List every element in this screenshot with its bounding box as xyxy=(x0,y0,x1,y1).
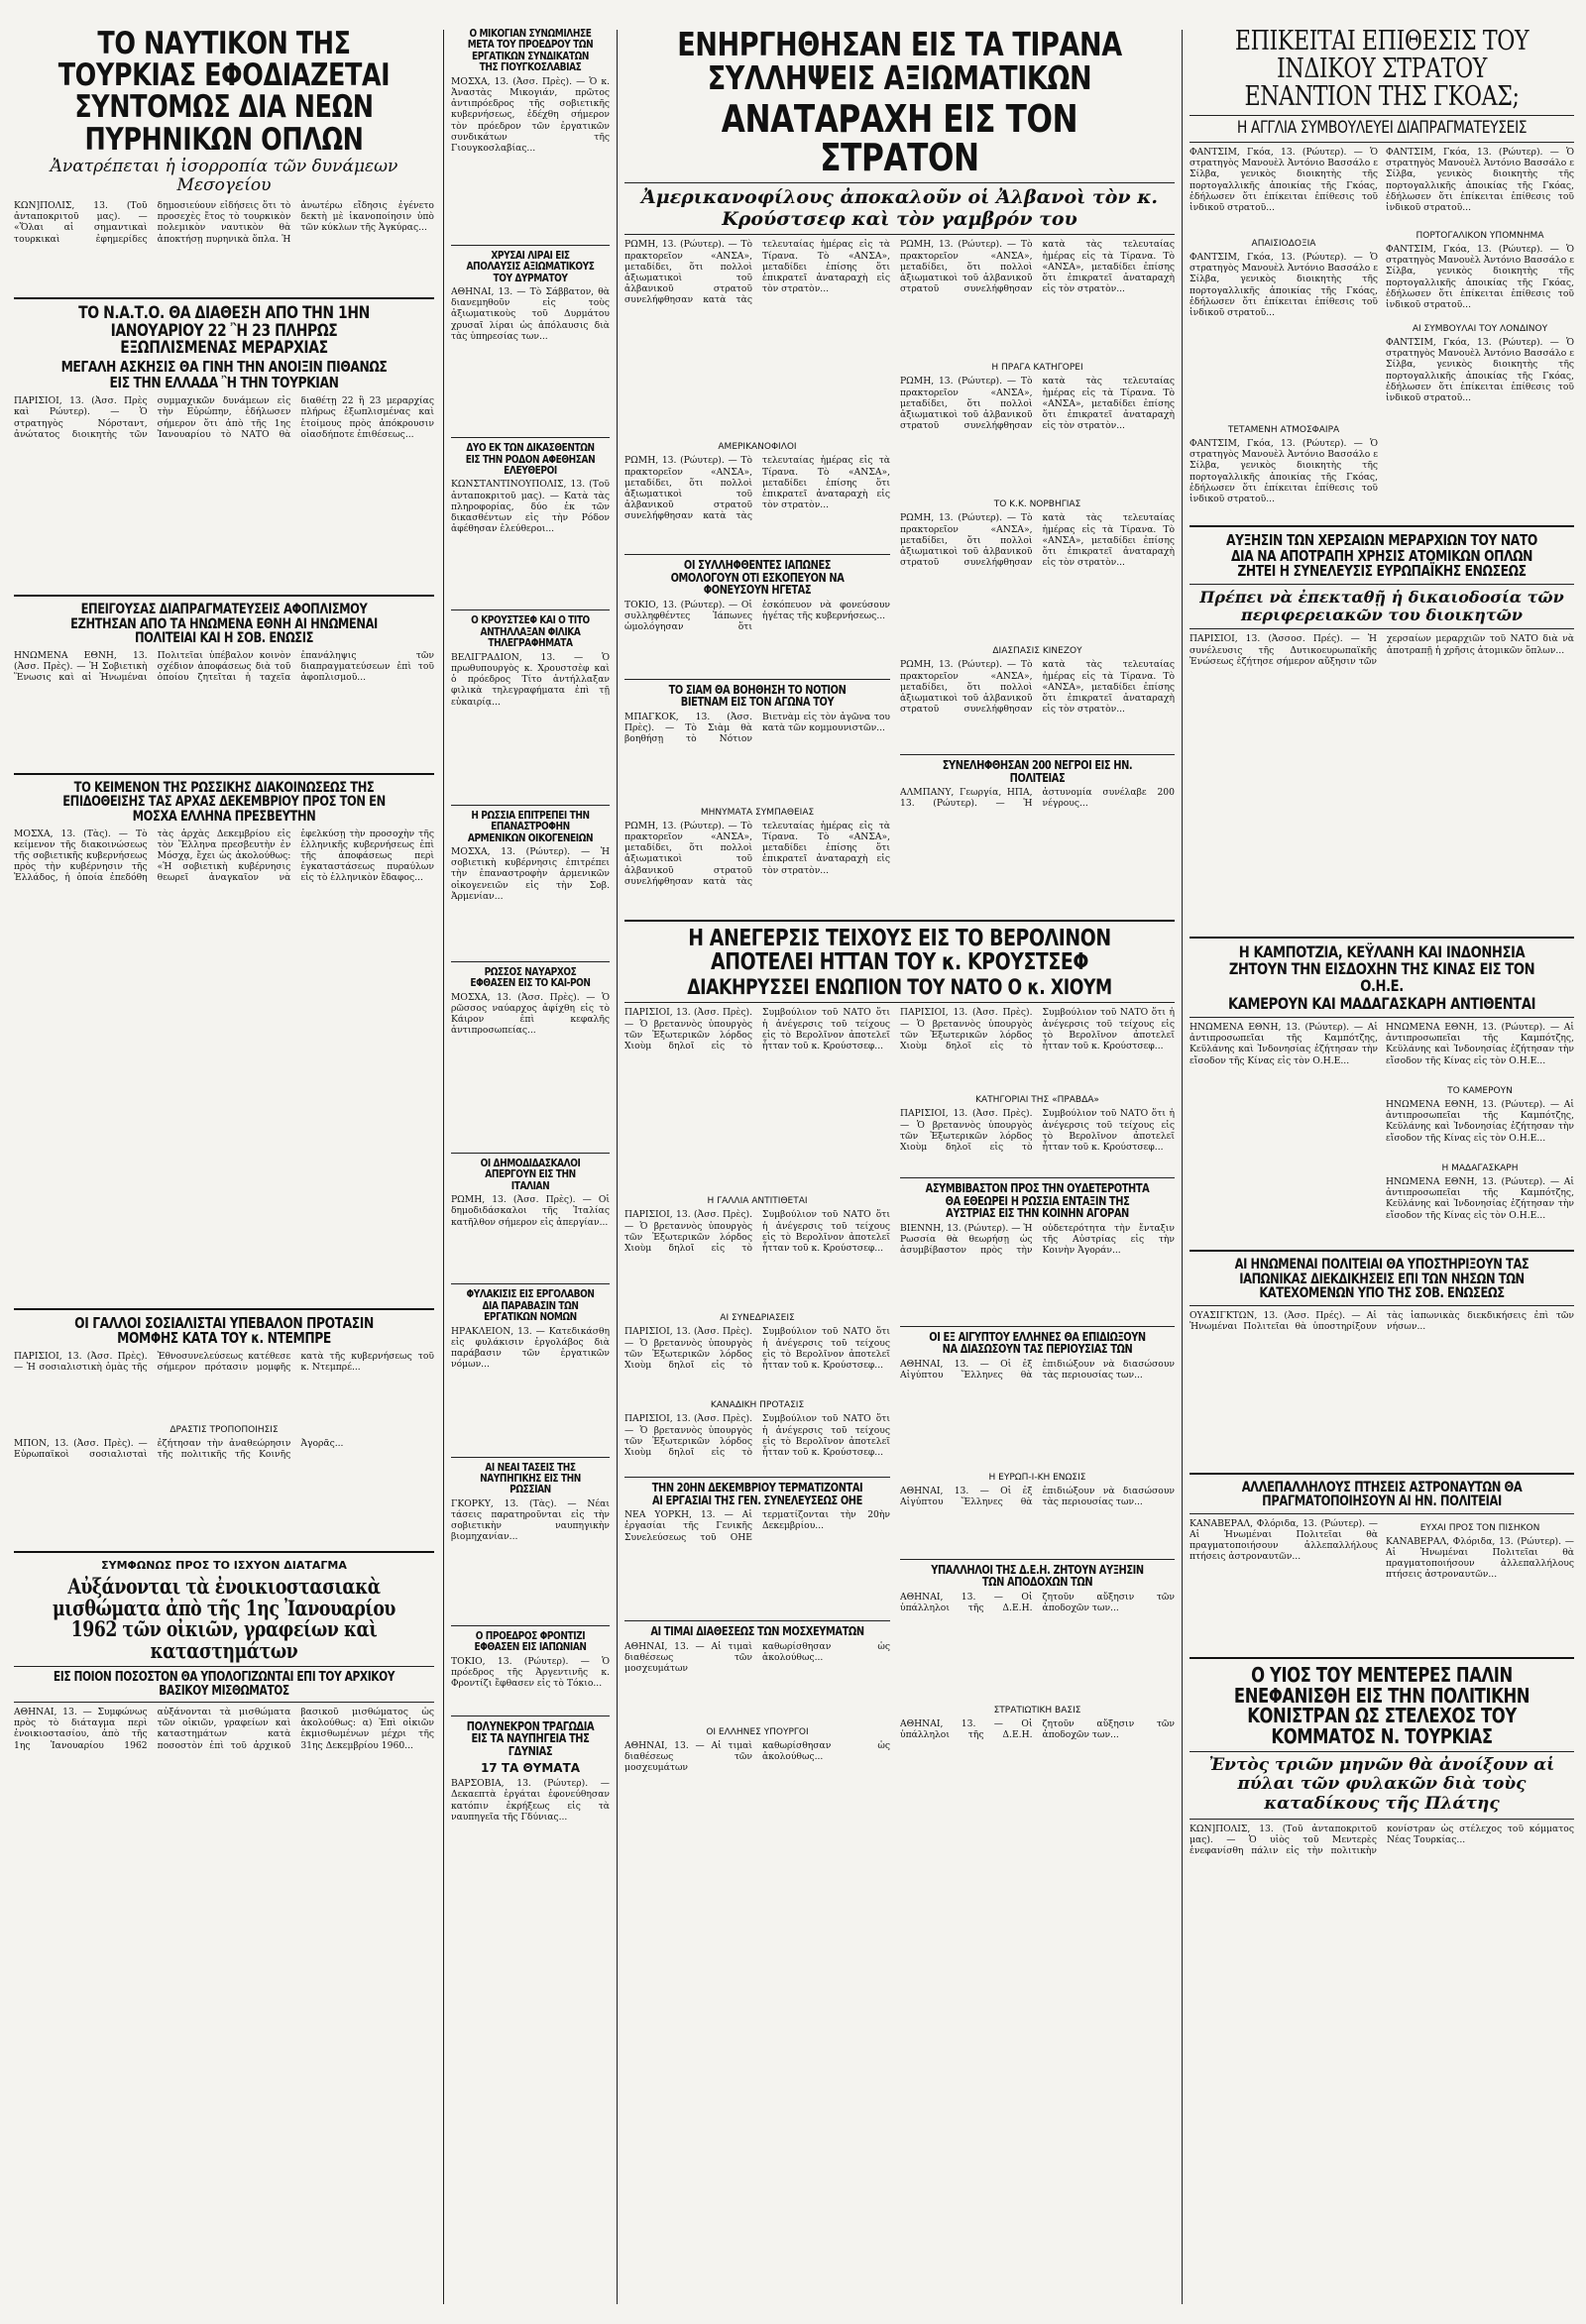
article-body: ΜΟΣΧΑ, 13. (Ἀσσ. Πρὲς). — Ὁ ρῶσσος ναύαρχος ἀφίχθη εἰς τὸ Κάιρον ἐπὶ κεφαλῆς ἀντιπροσωπείας... xyxy=(451,991,610,1037)
divider xyxy=(451,437,610,438)
headline-egypt-greeks: ΟΙ ΕΞ ΑΙΓΥΠΤΟΥ ΕΛΛΗΝΕΣ ΘΑ ΕΠΙΔΙΩΞΟΥΝ ΝΑ ΔΙΑΣΩΣΟΥΝ ΤΑΣ ΠΕΡΙΟΥΣΙΑΣ ΤΩΝ xyxy=(929,1329,1146,1357)
headline-cuttings-prices: ΑΙ ΤΙΜΑΙ ΔΙΑΘΕΣΕΩΣ ΤΩΝ ΜΟΣΧΕΥΜΑΤΩΝ xyxy=(650,1624,864,1639)
right-middle-block xyxy=(1190,1022,1574,1244)
article-body: ΗΝΩΜΕΝΑ ΕΘΝΗ, 13. (Ρώυτερ). — Αἱ ἀντιπροσωπεῖαι τῆς Καμπότζης, Κεϋλάνης καὶ Ἰνδονησίας ἐζήτησαν τὴν εἴσοδον τῆς Κίνας εἰς τὸν Ο.Η.Ε... xyxy=(1386,1098,1574,1144)
section-caption: ΚΑΤΗΓΟΡΙΑΙ ΤΗΣ «ΠΡΑΒΔΑ» xyxy=(975,1095,1099,1106)
section-caption: ΚΑΝΑΔΙΚΗ ΠΡΟΤΑΣΙΣ xyxy=(710,1400,805,1411)
article-body: ΜΟΣΧΑ, 13. (Ρώυτερ). — Ἡ σοβιετικὴ κυβέρνησις ἐπιτρέπει τὴν ἐπαναστροφὴν ἀρμενικῶν οἰκογενειῶν εἰς τὴν Σοβ. Ἀρμενίαν... xyxy=(451,846,610,902)
article-body: ΒΑΡΣΟΒΙΑ, 13. (Ρώυτερ). — Δεκαεπτὰ ἐργάται ἐφονεύθησαν κατόπιν ἐκρήξεως εἰς τὰ ναυπηγεῖα τῆς Γδύνιας... xyxy=(451,1778,610,1823)
right-lower-block xyxy=(1190,1518,1574,1651)
article-body: ΑΘΗΝΑΙ, 13. — Οἱ ἐξ Αἰγύπτου Ἕλληνες θὰ ἐπιδιώξουν νὰ διασώσουν τὰς περιουσίας των... xyxy=(900,1485,1175,1507)
article-body: ΚΑΝΑΒΕΡΑΛ, Φλόριδα, 13. (Ρώυτερ). — Αἱ Ἡνωμέναι Πολιτεῖαι θὰ πραγματοποιήσουν ἀλλεπαλλήλους πτήσεις ἀστροναυτῶν... xyxy=(1190,1517,1378,1563)
section-caption: Η ΓΑΛΛΙΑ ΑΝΤΙΤΙΘΕΤΑΙ xyxy=(707,1196,808,1207)
article-body: ΡΩΜΗ, 13. (Ρώυτερ). — Τὸ πρακτορεῖον «ΑΝΣΑ», μεταδίδει, ὅτι πολλοὶ ἀξιωματικοὶ τοῦ ἀλβανικοῦ στρατοῦ συνελήφθησαν κατὰ τὰς τελευταίας ἡμέρας εἰς τὰ Τίρανα. Τὸ «ΑΝΣΑ», μεταδίδει ἐπίσης ὅτι ἐπικρατεῖ ἀναταραχὴ εἰς τὸν στρατὸν... xyxy=(624,239,890,306)
divider xyxy=(1190,142,1574,143)
subheadline-rents: ΕΙΣ ΠΟΙΟΝ ΠΟΣΟΣΤΟΝ ΘΑ ΥΠΟΛΟΓΙΖΩΝΤΑΙ ΕΠΙ ΤΟΥ ΑΡΧΙΚΟΥ ΒΑΣΙΚΟΥ ΜΙΣΘΩΜΑΤΟΣ xyxy=(53,1670,396,1699)
article-body: ΑΘΗΝΑΙ, 13. — Αἱ τιμαὶ διαθέσεως τῶν μοσχευμάτων καθωρίσθησαν ὡς ἀκολούθως... xyxy=(624,1739,890,1774)
divider xyxy=(1190,115,1574,116)
divider xyxy=(451,609,610,610)
article-body: ΜΟΣΧΑ, 13. (Ἀσσ. Πρὲς). — Ὁ κ. Ἀναστὰς Μικογιάν, πρῶτος ἀντιπρόεδρος τῆς σοβιετικῆς κυβερνήσεως, ἐδέχθη σήμερον τὸν πρόεδρον τῶν ἐργατικῶν συνδικάτων τῆς Γιουγκοσλαβίας... xyxy=(451,75,610,154)
column-right xyxy=(1190,28,1574,2312)
right-subcolumn-left xyxy=(1190,147,1378,519)
divider xyxy=(451,961,610,962)
section-caption: ΣΤΡΑΤΙΩΤΙΚΗ ΒΑΣΙΣ xyxy=(993,1705,1081,1715)
kicker: ΣΥΜΦΩΝΩΣ ΠΡΟΣ ΤΟ ΙΣΧΥΟΝ ΔΙΑΤΑΓΜΑ xyxy=(101,1558,347,1572)
article-body: ΑΘΗΝΑΙ, 13. — Οἱ ἐξ Αἰγύπτου Ἕλληνες θὰ ἐπιδιώξουν νὰ διασώσουν τὰς περιουσίας των... xyxy=(900,1358,1175,1381)
divider xyxy=(451,1457,610,1458)
divider xyxy=(624,554,890,555)
divider xyxy=(451,1283,610,1284)
headline-china-un: Η ΚΑΜΠΟΤΖΙΑ, ΚΕΫΛΑΝΗ ΚΑΙ ΙΝΔΟΝΗΣΙΑ ΖΗΤΟΥΝ ΤΗΝ ΕΙΣΔΟΧΗΝ ΤΗΣ ΚΙΝΑΣ ΕΙΣ ΤΟΝ Ο.Η.Ε. xyxy=(1228,942,1535,995)
divider xyxy=(624,920,1175,922)
section-caption: ΔΙΑΣΠΑΣΙΣ ΚΙΝΕΖΟΥ xyxy=(992,646,1082,657)
article-body: ΠΑΡΙΣΙΟΙ, 13. (Ἀσσοσ. Πρές). — Ἡ συνέλευσις τῆς Δυτικοευρωπαϊκῆς Ἑνώσεως ἐζήτησε σήμερον αὔξησιν τῶν χερσαίων μεραρχιῶν τοῦ ΝΑΤΟ διὰ νὰ ἀποτραπῇ ἡ χρῆσις ἀτομικῶν ὅπλων... xyxy=(1190,633,1574,667)
article-body: ΦΑΝΤΣΙΜ, Γκόα, 13. (Ρώυτερ). — Ὁ στρατηγὸς Μανουὲλ Ἀντόνιο Βασσάλο ε Σίλβα, γενικὸς διοικητὴς τῆς πορτογαλλικῆς ἀποικίας τῆς Γκόας, ἐδήλωσεν ὅτι ἐπίκειται ἐπίθεσις τοῦ ἰνδικοῦ στρατοῦ... xyxy=(1386,243,1574,310)
column-rule xyxy=(443,30,444,2304)
section-caption: ΑΙ ΣΥΜΒΟΥΛΑΙ ΤΟΥ ΛΟΝΔΙΝΟΥ xyxy=(1412,323,1548,334)
headline-goa: ΕΠΙΚΕΙΤΑΙ ΕΠΙΘΕΣΙΣ ΤΟΥ ΙΝΔΙΚΟΥ ΣΤΡΑΤΟΥ ΕΝΑΝΤΙΟΝ ΤΗΣ ΓΚΟΑΣ; xyxy=(1234,26,1529,113)
column-second xyxy=(451,28,610,2312)
right-subcolumn-left xyxy=(1190,1518,1378,1651)
article-body: ΡΩΜΗ, 13. (Ἀσσ. Πρὲς). — Οἱ δημοδιδάσκαλοι τῆς Ἰταλίας κατῆλθον σήμερον εἰς ἀπεργίαν... xyxy=(451,1194,610,1228)
article-body: ΗΝΩΜΕΝΑ ΕΘΝΗ, 13. (Ρώυτερ). — Αἱ ἀντιπροσωπεῖαι τῆς Καμπότζης, Κεϋλάνης καὶ Ἰνδονησίας ἐζήτησαν τὴν εἴσοδον τῆς Κίνας εἰς τὸν Ο.Η.Ε... xyxy=(1386,1175,1574,1221)
headline-shipbuilding: ΑΙ ΝΕΑΙ ΤΑΣΕΙΣ ΤΗΣ ΝΑΥΠΗΓΙΚΗΣ ΕΙΣ ΤΗΝ ΡΩΣΣΙΑΝ xyxy=(480,1460,581,1496)
headline-french-socialists: ΟΙ ΓΑΛΛΟΙ ΣΟΣΙΑΛΙΣΤΑΙ ΥΠΕΒΑΛΟΝ ΠΡΟΤΑΣΙΝ ΜΟΜΦΗΣ ΚΑΤΑ ΤΟΥ κ. ΝΤΕΜΠΡΕ xyxy=(74,1313,374,1348)
divider xyxy=(624,1002,1175,1003)
divider xyxy=(1190,525,1574,527)
article-body: ΚΩΝΣΤΑΝΤΙΝΟΥΠΟΛΙΣ, 13. (Τοῦ ἀνταποκριτοῦ μας). — Κατὰ τὰς πληροφορίας, δύο ἐκ τῶν δικασθέντων εἰς τὴν Ρόδον ἀφέθησαν ἐλεύθεροι... xyxy=(451,479,610,535)
article-body: ΠΑΡΙΣΙΟΙ, 13. (Ἀσσ. Πρὲς καὶ Ρώυτερ). — Ὁ στρατηγὸς Νόρσταντ, ἀνώτατος διοικητὴς τῶν συμμαχικῶν δυνάμεων εἰς τὴν Εὐρώπην, ἐδήλωσεν σήμερον ὅτι ἀπὸ τῆς 1ης Ἰανουαρίου τὸ ΝΑΤΟ θὰ διαθέτῃ 22 ἢ 23 μεραρχίας πλήρως ἐξωπλισμένας καὶ ἑτοίμους πρὸς ἀπόκρουσιν οἱασδήποτε ἐπιθέσεως... xyxy=(14,395,434,440)
article-body: ΤΟΚΙΟ, 13. (Ρώυτερ). — Ὁ πρόεδρος τῆς Ἀργεντινῆς κ. Φροντίζι ἔφθασεν εἰς τὸ Τόκιο... xyxy=(451,1655,610,1690)
article-body: ΟΥΑΣΙΓΚΤΩΝ, 13. (Ἀσσ. Πρές). — Αἱ Ἡνωμέναι Πολιτεῖαι θὰ ὑποστηρίξουν τὰς ἰαπωνικὰς διεκδικήσεις ἐπὶ τῶν νήσων... xyxy=(1190,1309,1574,1332)
headline-gold-sovereigns: ΧΡΥΣΑΙ ΛΙΡΑΙ ΕΙΣ ΑΠΟΛΑΥΣΙΣ ΑΞΙΩΜΑΤΙΚΟΥΣ ΤΟΥ ΔΥΡΜΑΤΟΥ xyxy=(466,248,595,284)
headline-disarmament: ΕΠΕΙΓΟΥΣΑΣ ΔΙΑΠΡΑΓΜΑΤΕΥΣΕΙΣ ΑΦΟΠΛΙΣΜΟΥ ΕΖΗΤΗΣΑΝ ΑΠΟ ΤΑ ΗΝΩΜΕΝΑ ΕΘΝΗ ΑΙ ΗΝΩΜΕΝΑΙ ΠΟΛΙΤΕΙΑΙ ΚΑΙ Η ΣΟΒ. ΕΝΩΣΙΣ xyxy=(70,602,378,647)
headline-mikoyan: Ο ΜΙΚΟΓΙΑΝ ΣΥΝΩΜΙΛΗΣΕ ΜΕΤΑ ΤΟΥ ΠΡΟΕΔΡΟΥ ΤΩΝ ΕΡΓΑΤΙΚΩΝ ΣΥΝΔΙΚΑΤΩΝ ΤΗΣ ΓΙΟΥΓΚΟΣΛΑΒΙΑΣ xyxy=(467,27,594,74)
article-body: ΦΑΝΤΣΙΜ, Γκόα, 13. (Ρώυτερ). — Ὁ στρατηγὸς Μανουὲλ Ἀντόνιο Βασσάλο ε Σίλβα, γενικὸς διοικητὴς τῆς πορτογαλλικῆς ἀποικίας τῆς Γκόας, ἐδήλωσεν ὅτι ἐπίκειται ἐπίθεσις τοῦ ἰνδικοῦ στρατοῦ... xyxy=(1386,146,1574,213)
headline-hume-nato: ΔΙΑΚΗΡΥΣΣΕΙ ΕΝΩΠΙΟΝ ΤΟΥ ΝΑΤΟ Ο κ. ΧΙΟΥΜ xyxy=(687,974,1112,999)
headline-astronauts: ΑΛΛΕΠΑΛΛΗΛΟΥΣ ΠΤΗΣΕΙΣ ΑΣΤΡΟΝΑΥΤΩΝ ΘΑ ΠΡΑΓΜΑΤΟΠΟΙΗΣΟΥΝ ΑΙ ΗΝ. ΠΟΛΙΤΕΙΑΙ xyxy=(1241,1479,1523,1510)
article-body: ΜΠΑΓΚΟΚ, 13. (Ἀσσ. Πρὲς). — Τὸ Σιὰμ θὰ βοηθήσῃ τὸ Νότιον Βιετνὰμ εἰς τὸν ἀγῶνα του κατὰ τῶν κομμουνιστῶν... xyxy=(624,711,890,745)
right-top-block xyxy=(1190,147,1574,519)
article-body: ΠΑΡΙΣΙΟΙ, 13. (Ἀσσ. Πρὲς). — Ὁ βρεταννὸς ὑπουργὸς τῶν Ἐξωτερικῶν λόρδος Χιοὺμ δηλοῖ εἰς τὸ Συμβούλιον τοῦ ΝΑΤΟ ὅτι ἡ ἀνέγερσις τοῦ τείχους εἰς τὸ Βερολῖνον ἀποτελεῖ ἧτταν τοῦ κ. Κρούστσεφ... xyxy=(624,1007,890,1051)
article-body: ΠΑΡΙΣΙΟΙ, 13. (Ἀσσ. Πρὲς). — Ὁ βρεταννὸς ὑπουργὸς τῶν Ἐξωτερικῶν λόρδος Χιοὺμ δηλοῖ εἰς τὸ Συμβούλιον τοῦ ΝΑΤΟ ὅτι ἡ ἀνέγερσις τοῦ τείχους εἰς τὸ Βερολῖνον ἀποτελεῖ ἧτταν τοῦ κ. Κρούστσεφ... xyxy=(900,1007,1175,1051)
headline-berlin-wall: Η ΑΝΕΓΕΡΣΙΣ ΤΕΙΧΟΥΣ ΕΙΣ ΤΟ ΒΕΡΟΛΙΝΟΝ ΑΠΟΤΕΛΕΙ ΗΤΤΑΝ ΤΟΥ κ. ΚΡΟΥΣΤΣΕΦ xyxy=(688,925,1111,975)
article-body: ΑΘΗΝΑΙ, 13. — Συμφώνως πρὸς τὸ διάταγμα περὶ ἐνοικιοστασίου, ἀπὸ τῆς 1ης Ἰανουαρίου 1962 αὐξάνονται τὰ μισθώματα τῶν οἰκιῶν, γραφείων καὶ καταστημάτων κατὰ ποσοστὸν ἐπὶ τοῦ ἀρχικοῦ βασικοῦ μισθώματος ὡς ἀκολούθως: α) Ἐπὶ οἰκιῶν ἐκμισθωμένων μέχρι τῆς 31ης Δεκεμβρίου 1960... xyxy=(14,1707,434,1751)
section-caption: ΤΟ Κ.Κ. ΝΟΡΒΗΓΙΑΣ xyxy=(993,499,1081,510)
headline-exercise: ΜΕΓΑΛΗ ΑΣΚΗΣΙΣ ΘΑ ΓΙΝΗ ΤΗΝ ΑΝΟΙΞΙΝ ΠΙΘΑΝΩΣ ΕΙΣ ΤΗΝ ΕΛΛΑΔΑ Ἢ ΤΗΝ ΤΟΥΡΚΙΑΝ xyxy=(60,358,388,391)
headline-austria-neutrality: ΑΣΥΜΒΙΒΑΣΤΟΝ ΠΡΟΣ ΤΗΝ ΟΥΔΕΤΕΡΟΤΗΤΑ ΘΑ ΕΘΕΩΡΕΙ Η ΡΩΣΣΙΑ ΕΝΤΑΞΙΝ ΤΗΣ ΑΥΣΤΡΙΑΣ ΕΙΣ ΤΗΝ ΚΟΙΝΗΝ ΑΓΟΡΑΝ xyxy=(925,1181,1150,1221)
article-body: ΠΑΡΙΣΙΟΙ, 13. (Ἀσσ. Πρὲς). — Ὁ βρεταννὸς ὑπουργὸς τῶν Ἐξωτερικῶν λόρδος Χιοὺμ δηλοῖ εἰς τὸ Συμβούλιον τοῦ ΝΑΤΟ ὅτι ἡ ἀνέγερσις τοῦ τείχους εἰς τὸ Βερολῖνον ἀποτελεῖ ἧτταν τοῦ κ. Κρούστσεφ... xyxy=(624,1413,890,1458)
section-caption: Η ΜΑΔΑΓΑΣΚΑΡΗ xyxy=(1441,1162,1519,1173)
divider xyxy=(624,1477,890,1478)
article-body: ΦΑΝΤΣΙΜ, Γκόα, 13. (Ρώυτερ). — Ὁ στρατηγὸς Μανουὲλ Ἀντόνιο Βασσάλο ε Σίλβα, γενικὸς διοικητὴς τῆς πορτογαλλικῆς ἀποικίας τῆς Γκόας, ἐδήλωσεν ὅτι ἐπίκειται ἐπίθεσις τοῦ ἰνδικοῦ στρατοῦ... xyxy=(1190,437,1378,504)
right-subcolumn-right xyxy=(1386,147,1574,519)
article-body: ΚΑΝΑΒΕΡΑΛ, Φλόριδα, 13. (Ρώυτερ). — Αἱ Ἡνωμέναι Πολιτεῖαι θὰ πραγματοποιήσουν ἀλλεπαλλήλους πτήσεις ἀστροναυτῶν... xyxy=(1386,1535,1574,1581)
headline-gdynia: ΠΟΛΥΝΕΚΡΟΝ ΤΡΑΓΩΔΙΑ ΕΙΣ ΤΑ ΝΑΥΠΗΓΕΙΑ ΤΗΣ ΓΔΥΝΙΑΣ xyxy=(466,1718,595,1758)
article-body: ΠΑΡΙΣΙΟΙ, 13. (Ἀσσ. Πρὲς). — Ὁ βρεταννὸς ὑπουργὸς τῶν Ἐξωτερικῶν λόρδος Χιοὺμ δηλοῖ εἰς τὸ Συμβούλιον τοῦ ΝΑΤΟ ὅτι ἡ ἀνέγερσις τοῦ τείχους εἰς τὸ Βερολῖνον ἀποτελεῖ ἧτταν τοῦ κ. Κρούστσεφ... xyxy=(900,1108,1175,1153)
article-body: ΦΑΝΤΣΙΜ, Γκόα, 13. (Ρώυτερ). — Ὁ στρατηγὸς Μανουὲλ Ἀντόνιο Βασσάλο ε Σίλβα, γενικὸς διοικητὴς τῆς πορτογαλλικῆς ἀποικίας τῆς Γκόας, ἐδήλωσεν ὅτι ἐπίκειται ἐπίθεσις τοῦ ἰνδικοῦ στρατοῦ... xyxy=(1386,336,1574,403)
article-body: ΦΑΝΤΣΙΜ, Γκόα, 13. (Ρώυτερ). — Ὁ στρατηγὸς Μανουὲλ Ἀντόνιο Βασσάλο ε Σίλβα, γενικὸς διοικητὴς τῆς πορτογαλλικῆς ἀποικίας τῆς Γκόας, ἐδήλωσεν ὅτι ἐπίκειται ἐπίθεσις τοῦ ἰνδικοῦ στρατοῦ... xyxy=(1190,146,1378,213)
center-subcolumn-left xyxy=(624,239,890,913)
divider xyxy=(1190,1513,1574,1514)
article-body: ΜΠΟΝ, 13. (Ἀσσ. Πρὲς). — Εὐρωπαϊκοὶ σοσιαλισταὶ ἐζήτησαν τὴν ἀναθεώρησιν τῆς πολιτικῆς τῆς Κοινῆς Ἀγορᾶς... xyxy=(14,1437,344,1460)
right-subcolumn-right xyxy=(1386,1518,1574,1651)
headline-rents: Αὐξάνονται τὰ ἐνοικιοστασιακὰ μισθώματα ἀπὸ τῆς 1ης Ἰανουαρίου 1962 τῶν οἰκιῶν, γραφείων καὶ καταστημάτων xyxy=(53,1573,396,1664)
article-body: ΗΡΑΚΛΕΙΟΝ, 13. — Κατεδικάσθη εἰς φυλάκισιν ἐργολάβος διὰ παράβασιν τῶν ἐργατικῶν νόμων... xyxy=(451,1325,610,1371)
article-body: ΗΝΩΜΕΝΑ ΕΘΝΗ, 13. (Ρώυτερ). — Αἱ ἀντιπροσωπεῖαι τῆς Καμπότζης, Κεϋλάνης καὶ Ἰνδονησίας ἐζήτησαν τὴν εἴσοδον τῆς Κίνας εἰς τὸν Ο.Η.Ε... xyxy=(1190,1021,1378,1066)
article-body: ΗΝΩΜΕΝΑ ΕΘΝΗ, 13. (Ρώυτερ). — Αἱ ἀντιπροσωπεῖαι τῆς Καμπότζης, Κεϋλάνης καὶ Ἰνδονησίας ἐζήτησαν τὴν εἴσοδον τῆς Κίνας εἰς τὸν Ο.Η.Ε... xyxy=(1386,1021,1574,1066)
article-body: ΑΘΗΝΑΙ, 13. — Τὸ Σάββατον, θὰ διανεμηθοῦν εἰς τοὺς ἀξιωματικοὺς τοῦ Δυρμάτου χρυσαῖ λίραι ὡς ἀπόλαυσις διὰ τὰς ὑπηρεσίας των... xyxy=(451,286,610,342)
divider xyxy=(1190,1017,1574,1018)
article-body: ΓΚΟΡΚΥ, 13. (Τὰς). — Νέαι τάσεις παρατηροῦνται εἰς τὴν σοβιετικὴν ναυπηγικὴν βιομηχανίαν... xyxy=(451,1497,610,1543)
divider xyxy=(1190,628,1574,629)
divider xyxy=(1190,937,1574,939)
article-body: ΒΙΕΝΝΗ, 13. (Ρώυτερ). — Ἡ Ρωσσία θὰ θεωρήσῃ ὡς ἀσυμβίβαστον πρὸς τὴν οὐδετερότητα τὴν ἔνταξιν τῆς Αὐστρίας εἰς τὴν Κοινὴν Ἀγοράν... xyxy=(900,1222,1175,1257)
center-subcolumn-right xyxy=(900,1007,1175,1811)
headline-siam-vietnam: ΤΟ ΣΙΑΜ ΘΑ ΒΟΗΘΗΣΗ ΤΟ ΝΟΤΙΟΝ ΒΙΕΤΝΑΜ ΕΙΣ ΤΟΝ ΑΓΩΝΑ ΤΟΥ xyxy=(668,682,847,710)
headline-japanese-plot: ΟΙ ΣΥΛΛΗΦΘΕΝΤΕΣ ΙΑΠΩΝΕΣ ΟΜΟΛΟΓΟΥΝ ΟΤΙ ΕΣΚΟΠΕΥΟΝ ΝΑ ΦΟΝΕΥΣΟΥΝ ΗΓΕΤΑΣ xyxy=(670,558,845,598)
column-rule xyxy=(617,30,618,2304)
center-top-block xyxy=(624,239,1175,913)
divider xyxy=(624,234,1175,235)
headline-negroes-arrested: ΣΥΝΕΛΗΦΘΗΣΑΝ 200 ΝΕΓΡΟΙ ΕΙΣ ΗΝ. ΠΟΛΙΤΕΙΑΣ xyxy=(942,758,1133,785)
divider xyxy=(451,1625,610,1626)
center-subcolumn-left xyxy=(624,1007,890,1811)
divider xyxy=(900,754,1175,755)
headline-admiral: ΡΩΣΣΟΣ ΝΑΥΑΡΧΟΣ ΕΦΘΑΣΕΝ ΕΙΣ ΤΟ ΚΑΙ-ΡΟΝ xyxy=(470,965,591,990)
headline-frondizi: Ο ΠΡΟΕΔΡΟΣ ΦΡΟΝΤΙΖΙ ΕΦΘΑΣΕΝ ΕΙΣ ΙΑΠΩΝΙΑΝ xyxy=(474,1628,587,1654)
section-caption: ΜΗΝΥΜΑΤΑ ΣΥΜΠΑΘΕΙΑΣ xyxy=(700,807,815,818)
article-body: ΡΩΜΗ, 13. (Ρώυτερ). — Τὸ πρακτορεῖον «ΑΝΣΑ», μεταδίδει, ὅτι πολλοὶ ἀξιωματικοὶ τοῦ ἀλβανικοῦ στρατοῦ συνελήφθησαν κατὰ τὰς τελευταίας ἡμέρας εἰς τὰ Τίρανα. Τὸ «ΑΝΣΑ», μεταδίδει ἐπίσης ὅτι ἐπικρατεῖ ἀναταραχὴ εἰς τὸν στρατὸν... xyxy=(900,512,1175,569)
subheadline-jurisdiction: Πρέπει νὰ ἐπεκταθῇ ἡ δικαιοδοσία τῶν περιφερειακῶν του διοικητῶν xyxy=(1199,587,1564,625)
headline-japanese-islands: ΑΙ ΗΝΩΜΕΝΑΙ ΠΟΛΙΤΕΙΑΙ ΘΑ ΥΠΟΣΤΗΡΙΞΟΥΝ ΤΑΣ ΙΑΠΩΝΙΚΑΣ ΔΙΕΚΔΙΚΗΣΕΙΣ ΕΠΙ ΤΩΝ ΝΗΣΩΝ ΤΩΝ ΚΑΤΕΧΟΜΕΝΩΝ ΥΠΟ ΤΗΣ ΣΟΒ. ΕΝΩΣΕΩΣ xyxy=(1234,1256,1529,1302)
headline-nato-land-divisions: ΑΥΞΗΣΙΝ ΤΩΝ ΧΕΡΣΑΙΩΝ ΜΕΡΑΡΧΙΩΝ ΤΟΥ ΝΑΤΟ ΔΙΑ ΝΑ ΑΠΟΤΡΑΠΗ ΧΡΗΣΙΣ ΑΤΟΜΙΚΩΝ ΟΠΛΩΝ ΖΗΤΕΙ Η ΣΥΝΕΛΕΥΣΙΣ ΕΥΡΩΠΑΪΚΗΣ ΕΝΩΣΕΩΣ xyxy=(1226,530,1537,581)
subheadline-albania: Ἀμερικανοφίλους ἀποκαλοῦν οἱ Ἀλβανοὶ τὸν κ. Κρούστσεφ καὶ τὸν γαμβρόν του xyxy=(640,185,1159,230)
section-caption: ΤΟ ΚΑΜΕΡΟΥΝ xyxy=(1447,1085,1513,1096)
article-body: ΦΑΝΤΣΙΜ, Γκόα, 13. (Ρώυτερ). — Ὁ στρατηγὸς Μανουὲλ Ἀντόνιο Βασσάλο ε Σίλβα, γενικὸς διοικητὴς τῆς πορτογαλλικῆς ἀποικίας τῆς Γκόας, ἐδήλωσεν ὅτι ἐπίκειται ἐπίθεσις τοῦ ἰνδικοῦ στρατοῦ... xyxy=(1190,251,1378,318)
article-body: ΡΩΜΗ, 13. (Ρώυτερ). — Τὸ πρακτορεῖον «ΑΝΣΑ», μεταδίδει, ὅτι πολλοὶ ἀξιωματικοὶ τοῦ ἀλβανικοῦ στρατοῦ συνελήφθησαν κατὰ τὰς τελευταίας ἡμέρας εἰς τὰ Τίρανα. Τὸ «ΑΝΣΑ», μεταδίδει ἐπίσης ὅτι ἐπικρατεῖ ἀναταραχὴ εἰς τὸν στρατὸν... xyxy=(624,820,890,887)
column-rule xyxy=(1182,30,1183,2304)
article-body: ΡΩΜΗ, 13. (Ρώυτερ). — Τὸ πρακτορεῖον «ΑΝΣΑ», μεταδίδει, ὅτι πολλοὶ ἀξιωματικοὶ τοῦ ἀλβανικοῦ στρατοῦ συνελήφθησαν κατὰ τὰς τελευταίας ἡμέρας εἰς τὰ Τίρανα. Τὸ «ΑΝΣΑ», μεταδίδει ἐπίσης ὅτι ἐπικρατεῖ ἀναταραχὴ εἰς τὸν στρατὸν... xyxy=(900,239,1175,295)
headline-tirana-arrests: ΕΝΗΡΓΗΘΗΣΑΝ ΕΙΣ ΤΑ ΤΙΡΑΝΑ ΣΥΛΛΗΨΕΙΣ ΑΞΙΩΜΑΤΙΚΩΝ xyxy=(677,25,1122,98)
subheadline-goa: Η ΑΓΓΛΙΑ ΣΥΜΒΟΥΛΕΥΕΙ ΔΙΑΠΡΑΓΜΑΤΕΥΣΕΙΣ xyxy=(1236,118,1528,139)
right-subcolumn-left xyxy=(1190,1022,1378,1244)
subheadline: Ἀνατρέπεται ἡ ἰσορροπία τῶν δυνάμεων Μεσογείου xyxy=(50,156,398,196)
center-subcolumn-right xyxy=(900,239,1175,913)
headline-khrushchev-tito: Ο ΚΡΟΥΣΤΣΕΦ ΚΑΙ Ο ΤΙΤΟ ΑΝΤΗΛΛΑΞΑΝ ΦΙΛΙΚΑ ΤΗΛΕΓΡΑΦΗΜΑΤΑ xyxy=(471,613,590,650)
headline-armenian: Η ΡΩΣΣΙΑ ΕΠΙΤΡΕΠΕΙ ΤΗΝ ΕΠΑΝΑΣΤΡΟΦΗΝ ΑΡΜΕΝΙΚΩΝ ΟΙΚΟΓΕΝΕΙΩΝ xyxy=(467,808,594,844)
article-body: ΠΑΡΙΣΙΟΙ, 13. (Ἀσσ. Πρὲς). — Ὁ βρεταννὸς ὑπουργὸς τῶν Ἐξωτερικῶν λόρδος Χιοὺμ δηλοῖ εἰς τὸ Συμβούλιον τοῦ ΝΑΤΟ ὅτι ἡ ἀνέγερσις τοῦ τείχους εἰς τὸ Βερολῖνον ἀποτελεῖ ἧτταν τοῦ κ. Κρούστσεφ... xyxy=(624,1209,890,1254)
headline-russian-note: ΤΟ ΚΕΙΜΕΝΟΝ ΤΗΣ ΡΩΣΣΙΚΗΣ ΔΙΑΚΟΙΝΩΣΕΩΣ ΤΗΣ ΕΠΙΔΟΘΕΙΣΗΣ ΤΑΣ ΑΡΧΑΣ ΔΕΚΕΜΒΡΙΟΥ ΠΡΟΣ ΤΟΝ ΕΝ ΜΟΣΧΑ ΕΛΛΗΝΑ ΠΡΕΣΒΕΥΤΗΝ xyxy=(62,779,386,825)
article-body: ΑΘΗΝΑΙ, 13. — Οἱ ὑπάλληλοι τῆς Δ.Ε.Η. ζητοῦν αὔξησιν τῶν ἀποδοχῶν των... xyxy=(900,1591,1175,1613)
section-caption: ΔΡΑΣΤΙΣ ΤΡΟΠΟΠΟΙΗΣΙΣ xyxy=(170,1424,279,1435)
divider xyxy=(14,297,434,299)
headline-menderes-son: Ο ΥΙΟΣ ΤΟΥ ΜΕΝΤΕΡΕΣ ΠΑΛΙΝ ΕΝΕΦΑΝΙΣΘΗ ΕΙΣ ΤΗΝ ΠΟΛΙΤΙΚΗΝ ΚΟΝΙΣΤΡΑΝ ΩΣ ΣΤΕΛΕΧΟΣ ΤΟΥ ΚΟΜΜΑΤΟΣ Ν. ΤΟΥΡΚΙΑΣ xyxy=(1233,1662,1530,1749)
article-body: ΤΟΚΙΟ, 13. (Ρώυτερ). — Οἱ συλληφθέντες Ἰάπωνες ὡμολόγησαν ὅτι ἐσκόπευον νὰ φονεύσουν ἡγέτας τῆς κυβερνήσεως... xyxy=(624,599,890,633)
headline-contractor: ΦΥΛΑΚΙΣΙΣ ΕΙΣ ΕΡΓΟΛΑΒΟΝ ΔΙΑ ΠΑΡΑΒΑΣΙΝ ΤΩΝ ΕΡΓΑΤΙΚΩΝ ΝΟΜΩΝ xyxy=(466,1287,595,1324)
subheadline-prison-gates: Ἐντὸς τριῶν μηνῶν θὰ ἀνοίξουν αἱ πύλαι τῶν φυλακῶν διὰ τοὺς καταδίκους τῆς Πλάτης xyxy=(1208,1754,1555,1814)
column-center xyxy=(624,25,1175,2312)
divider xyxy=(624,182,1175,183)
divider xyxy=(14,1308,434,1310)
divider xyxy=(451,805,610,806)
divider xyxy=(900,1177,1175,1178)
article-body: ΠΑΡΙΣΙΟΙ, 13. (Ἀσσ. Πρὲς). — Ἡ σοσιαλιστικὴ ὁμὰς τῆς Ἐθνοσυνελεύσεως κατέθεσε σήμερον πρότασιν μομφῆς κατὰ τῆς κυβερνήσεως τοῦ κ. Ντεμπρέ... xyxy=(14,1350,434,1373)
divider xyxy=(1190,1819,1574,1820)
headline-cameroon-madagascar: ΚΑΜΕΡΟΥΝ ΚΑΙ ΜΑΔΑΓΑΣΚΑΡΗ ΑΝΤΙΘΕΝΤΑΙ xyxy=(1227,994,1536,1014)
section-caption: Η ΕΥΡΩΠ-Ι-ΚΗ ΕΝΩΣΙΣ xyxy=(988,1472,1086,1483)
divider xyxy=(1190,584,1574,585)
headline-nato-divisions: ΤΟ Ν.Α.Τ.Ο. ΘΑ ΔΙΑΘΕΣΗ ΑΠΟ ΤΗΝ 1ΗΝ ΙΑΝΟΥΑΡΙΟΥ 22 Ἢ 23 ΠΛΗΡΩΣ ΕΞΩΠΛΙΣΜΕΝΑΣ ΜΕΡΑΡΧΙΑΣ xyxy=(78,303,370,359)
divider xyxy=(900,1326,1175,1327)
divider xyxy=(14,1666,434,1667)
article-body: ΜΟΣΧΑ, 13. (Τὰς). — Τὸ κείμενον τῆς διακοινώσεως τῆς σοβιετικῆς κυβερνήσεως πρὸς τὴν κυβέρνησιν τῆς Ἑλλάδος, ἡ ὁποία ἐπεδόθη τὰς ἀρχὰς Δεκεμβρίου εἰς τὸν Ἕλληνα πρεσβευτὴν ἐν Μόσχᾳ, ἔχει ὡς ἀκολούθως: «Ἡ σοβιετικὴ κυβέρνησις θεωρεῖ ἀναγκαῖον νὰ ἐφελκύσῃ τὴν προσοχὴν τῆς ἑλληνικῆς κυβερνήσεως ἐπὶ τῆς ἀποφάσεως περὶ ἐγκαταστάσεως πυραύλων εἰς τὸ ἑλληνικὸν ἔδαφος... xyxy=(14,828,434,884)
headline-army-unrest: ΑΝΑΤΑΡΑΧΗ ΕΙΣ ΤΟΝ ΣΤΡΑΤΟΝ xyxy=(721,96,1078,180)
article-body: ΡΩΜΗ, 13. (Ρώυτερ). — Τὸ πρακτορεῖον «ΑΝΣΑ», μεταδίδει, ὅτι πολλοὶ ἀξιωματικοὶ τοῦ ἀλβανικοῦ στρατοῦ συνελήφθησαν κατὰ τὰς τελευταίας ἡμέρας εἰς τὰ Τίρανα. Τὸ «ΑΝΣΑ», μεταδίδει ἐπίσης ὅτι ἐπικρατεῖ ἀναταραχὴ εἰς τὸν στρατὸν... xyxy=(900,376,1175,432)
center-bottom-block xyxy=(624,1007,1175,1811)
subheadline-victims: 17 ΤΑ ΘΥΜΑΤΑ xyxy=(480,1761,581,1776)
divider xyxy=(1190,1473,1574,1475)
article-body: ΡΩΜΗ, 13. (Ρώυτερ). — Τὸ πρακτορεῖον «ΑΝΣΑ», μεταδίδει, ὅτι πολλοὶ ἀξιωματικοὶ τοῦ ἀλβανικοῦ στρατοῦ συνελήφθησαν κατὰ τὰς τελευταίας ἡμέρας εἰς τὰ Τίρανα. Τὸ «ΑΝΣΑ», μεταδίδει ἐπίσης ὅτι ἐπικρατεῖ ἀναταραχὴ εἰς τὸν στρατὸν... xyxy=(624,455,890,522)
article-body: ΗΝΩΜΕΝΑ ΕΘΝΗ, 13. (Ἀσσ. Πρὲς). — Ἡ Σοβιετικὴ Ἕνωσις καὶ αἱ Ἡνωμέναι Πολιτεῖαι ὑπέβαλον κοινὸν σχέδιον ἀποφάσεως διὰ τοῦ ὁποίου ζητεῖται ἡ ταχεῖα ἐπανάληψις τῶν διαπραγματεύσεων ἐπὶ τοῦ ἀφοπλισμοῦ... xyxy=(14,649,434,684)
divider xyxy=(1190,1657,1574,1659)
article-body: ΡΩΜΗ, 13. (Ρώυτερ). — Τὸ πρακτορεῖον «ΑΝΣΑ», μεταδίδει, ὅτι πολλοὶ ἀξιωματικοὶ τοῦ ἀλβανικοῦ στρατοῦ συνελήφθησαν κατὰ τὰς τελευταίας ἡμέρας εἰς τὰ Τίρανα. Τὸ «ΑΝΣΑ», μεταδίδει ἐπίσης ὅτι ἐπικρατεῖ ἀναταραχὴ εἰς τὸν στρατὸν... xyxy=(900,659,1175,716)
right-subcolumn-right xyxy=(1386,1022,1574,1244)
section-caption: Η ΠΡΑΓΑ ΚΑΤΗΓΟΡΕΙ xyxy=(991,363,1083,374)
divider xyxy=(900,1559,1175,1560)
headline-teachers: ΟΙ ΔΗΜΟΔΙΔΑΣΚΑΛΟΙ ΑΠΕΡΓΟΥΝ ΕΙΣ ΤΗΝ ΙΤΑΛΙΑΝ xyxy=(480,1156,581,1192)
section-caption: ΟΙ ΕΛΛΗΝΕΣ ΥΠΟΥΡΓΟΙ xyxy=(706,1726,809,1737)
divider xyxy=(14,1551,434,1553)
article-body: ΑΘΗΝΑΙ, 13. — Αἱ τιμαὶ διαθέσεως τῶν μοσχευμάτων καθωρίσθησαν ὡς ἀκολούθως... xyxy=(624,1640,890,1675)
article-body: ΑΘΗΝΑΙ, 13. — Οἱ ὑπάλληλοι τῆς Δ.Ε.Η. ζητοῦν αὔξησιν τῶν ἀποδοχῶν των... xyxy=(900,1717,1175,1740)
divider xyxy=(1190,1250,1574,1252)
headline-rhodes: ΔΥΟ ΕΚ ΤΩΝ ΔΙΚΑΣΘΕΝΤΩΝ ΕΙΣ ΤΗΝ ΡΟΔΟΝ ΑΦΕΘΗΣΑΝ ΕΛΕΥΘΕΡΟΙ xyxy=(465,441,596,477)
section-caption: ΑΙ ΣΥΝΕΔΡΙΑΣΕΙΣ xyxy=(720,1313,795,1324)
divider xyxy=(451,1153,610,1154)
divider xyxy=(1190,1305,1574,1306)
section-caption: ΕΥΧΑΙ ΠΡΟΣ ΤΟΝ ΠΙΣΗΚΟΝ xyxy=(1419,1522,1540,1533)
headline-dei-employees: ΥΠΑΛΛΗΛΟΙ ΤΗΣ Δ.Ε.Η. ΖΗΤΟΥΝ ΑΥΞΗΣΙΝ ΤΩΝ ΑΠΟΔΟΧΩΝ ΤΩΝ xyxy=(931,1562,1144,1590)
divider xyxy=(14,1702,434,1703)
divider xyxy=(451,1715,610,1716)
article-body: ΚΩΝ]ΠΟΛΙΣ, 13. (Τοῦ ἀνταποκριτοῦ μας). — Ὁ υἱὸς τοῦ Μεντερὲς ἐνεφανίσθη πάλιν εἰς τὴν πολιτικὴν κονίστραν ὡς στέλεχος τοῦ κόμματος Νέας Τουρκίας... xyxy=(1190,1823,1574,1856)
divider xyxy=(624,679,890,680)
section-caption: ΠΟΡΤΟΓΑΛΙΚΟΝ ΥΠΟΜΝΗΜΑ xyxy=(1416,230,1544,241)
article-body: ΠΑΡΙΣΙΟΙ, 13. (Ἀσσ. Πρὲς). — Ὁ βρεταννὸς ὑπουργὸς τῶν Ἐξωτερικῶν λόρδος Χιοὺμ δηλοῖ εἰς τὸ Συμβούλιον τοῦ ΝΑΤΟ ὅτι ἡ ἀνέγερσις τοῦ τείχους εἰς τὸ Βερολῖνον ἀποτελεῖ ἧτταν τοῦ κ. Κρούστσεφ... xyxy=(624,1326,890,1371)
divider xyxy=(1190,1751,1574,1752)
column-left xyxy=(14,28,434,2312)
headline-un-assembly: ΤΗΝ 20ΗΝ ΔΕΚΕΜΒΡΙΟΥ ΤΕΡΜΑΤΙΖΟΝΤΑΙ ΑΙ ΕΡΓΑΣΙΑΙ ΤΗΣ ΓΕΝ. ΣΥΝΕΛΕΥΣΕΩΣ ΟΗΕ xyxy=(651,1481,863,1507)
section-caption: ΑΠΑΙΣΙΟΔΟΞΙΑ xyxy=(1251,238,1316,249)
divider xyxy=(14,773,434,775)
divider xyxy=(451,245,610,246)
article-body: ΝΕΑ ΥΟΡΚΗ, 13. — Αἱ ἐργασίαι τῆς Γενικῆς Συνελεύσεως τοῦ ΟΗΕ τερματίζονται τὴν 20ὴν Δεκεμβρίου... xyxy=(624,1509,890,1543)
article-body: ΑΛΜΠΑΝΥ, Γεωργία, ΗΠΑ, 13. (Ρώυτερ). — Ἡ ἀστυνομία συνέλαβε 200 νέγρους... xyxy=(900,787,1175,810)
section-caption: ΤΕΤΑΜΕΝΗ ΑΤΜΟΣΦΑΙΡΑ xyxy=(1227,424,1340,435)
section-caption: ΑΜΕΡΙΚΑΝΟΦΙΛΟΙ xyxy=(718,442,797,453)
article-body: ΒΕΛΙΓΡΑΔΙΟΝ, 13. — Ὁ πρωθυπουργὸς κ. Χρουστσὲφ καὶ ὁ πρόεδρος Τίτο ἀντήλλαξαν φιλικὰ τηλεγραφήματα ἐπὶ τῇ εὐκαιρίᾳ... xyxy=(451,651,610,708)
headline-turkey-navy: ΤΟ ΝΑΥΤΙΚΟΝ ΤΗΣ ΤΟΥΡΚΙΑΣ ΕΦΟΔΙΑΖΕΤΑΙ ΣΥΝΤΟΜΩΣ ΔΙΑ ΝΕΩΝ ΠΥΡΗΝΙΚΩΝ ΟΠΛΩΝ xyxy=(57,26,391,158)
divider xyxy=(14,595,434,597)
divider xyxy=(624,1620,890,1621)
article-body: ΚΩΝ]ΠΟΛΙΣ, 13. (Τοῦ ἀνταποκριτοῦ μας). — «Ὅλαι αἱ σημαντικαὶ τουρκικαὶ ἐφημερίδες δημοσιεύουν εἰδήσεις ὅτι τὸ προσεχὲς ἔτος τὸ τουρκικὸν πολεμικὸν ναυτικὸν θὰ ἀποκτήσῃ πυρηνικὰ ὅπλα. Ἡ ἀνωτέρω εἴδησις ἐγένετο δεκτὴ μὲ ἱκανοποίησιν ὑπὸ τῶν κύκλων τῆς Ἀγκύρας... xyxy=(14,200,434,245)
